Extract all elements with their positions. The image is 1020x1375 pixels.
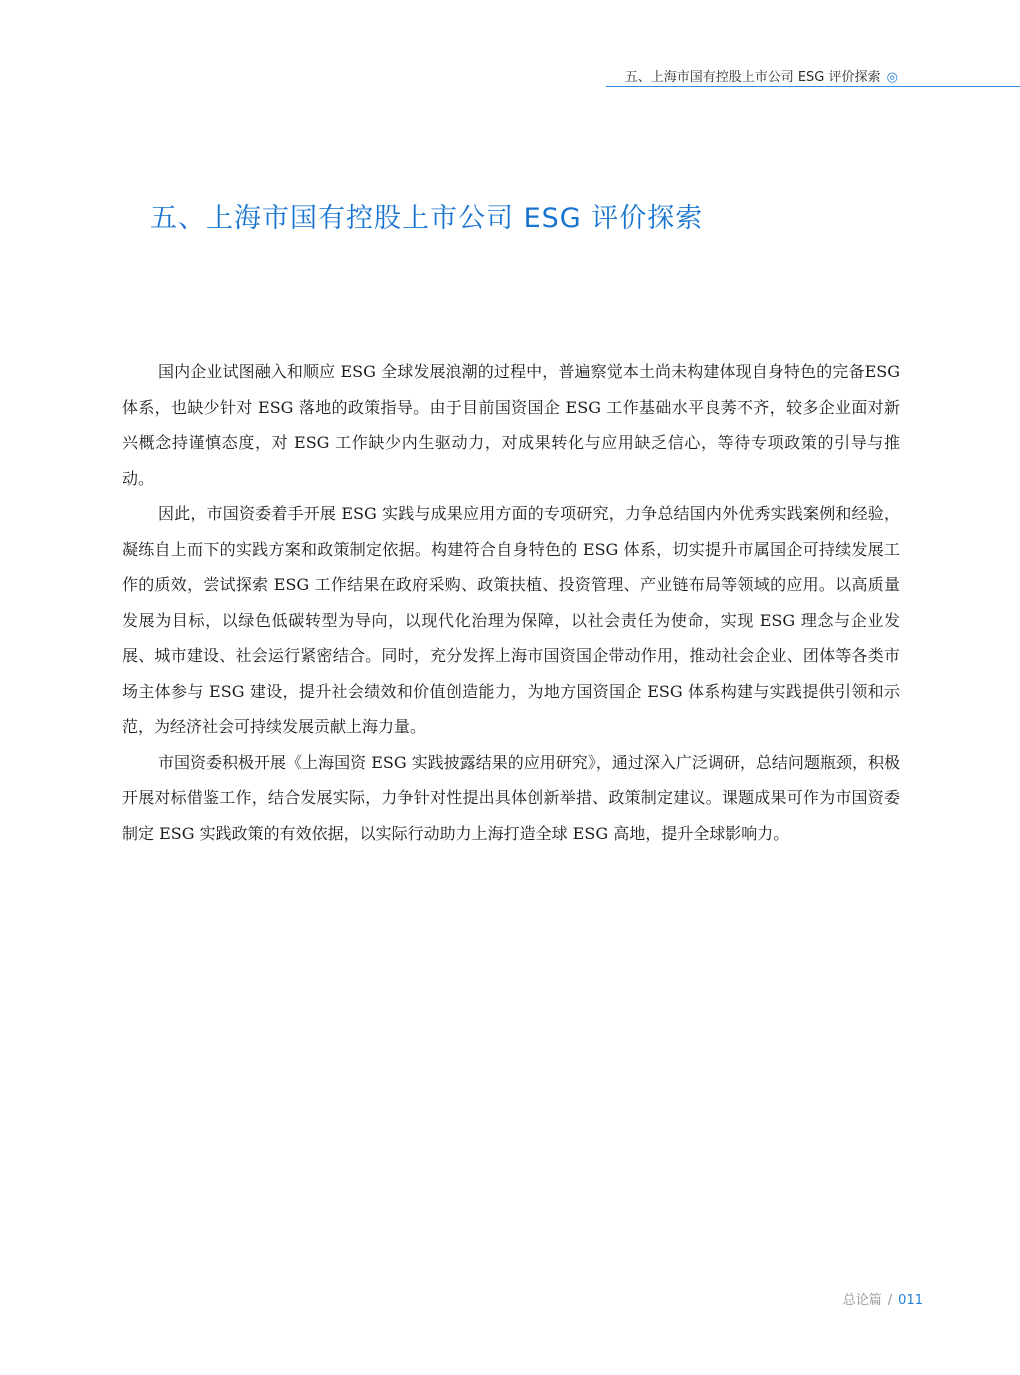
running-header-title: 五、上海市国有控股上市公司 ESG 评价探索 <box>624 70 881 85</box>
section-title: 五、上海市国有控股上市公司 ESG 评价探索 <box>150 203 704 234</box>
running-header <box>625 66 898 85</box>
footer-part-label: 总论篇 <box>842 1293 882 1308</box>
paragraph-1: 国内企业试图融入和顺应 ESG 全球发展浪潮的过程中，普遍察觉本土尚未构建体现自身特色的完备ESG 体系，也缺少针对 ESG 落地的政策指导。由于目前国资国企 ESG 工作基础水平良莠不齐，较多企业面对新兴概念持谨慎态度，对 ESG 工作缺少内生驱动力，对成果转化与应用缺乏信心，等待专项政策的引导与推动。 <box>122 362 900 488</box>
header-rule <box>606 86 1020 87</box>
paragraph-3: 市国资委积极开展《上海国资 ESG 实践披露结果的应用研究》，通过深入广泛调研，总结问题瓶颈，积极开展对标借鉴工作，结合发展实际，力争针对性提出具体创新举措、政策制定建议。课题成果可作为市国资委制定 ESG 实践政策的有效依据，以实际行动助力上海打造全球 ESG 高地，提升全球影响力。 <box>122 752 900 843</box>
body-text <box>122 354 900 851</box>
bullseye-icon: ◎ <box>886 70 898 85</box>
page-footer <box>843 1289 923 1308</box>
paragraph-2: 因此，市国资委着手开展 ESG 实践与成果应用方面的专项研究，力争总结国内外优秀实践案例和经验，凝练自上而下的实践方案和政策制定依据。构建符合自身特色的 ESG 体系，切实提升市属国企可持续发展工作的质效，尝试探索 ESG 工作结果在政府采购、政策扶植、投资管理、产业链布局等领域的应用。以高质量发展为目标，以绿色低碳转型为导向，以现代化治理为保障，以社会责任为使命，实现 ESG 理念与企业发展、城市建设、社会运行紧密结合。同时，充分发挥上海市国资国企带动作用，推动社会企业、团体等各类市场主体参与 ESG 建设，提升社会绩效和价值创造能力，为地方国资国企 ESG 体系构建与实践提供引领和示范，为经济社会可持续发展贡献上海力量。 <box>122 504 900 736</box>
footer-separator: / <box>887 1293 893 1308</box>
page-number: 011 <box>898 1293 923 1308</box>
